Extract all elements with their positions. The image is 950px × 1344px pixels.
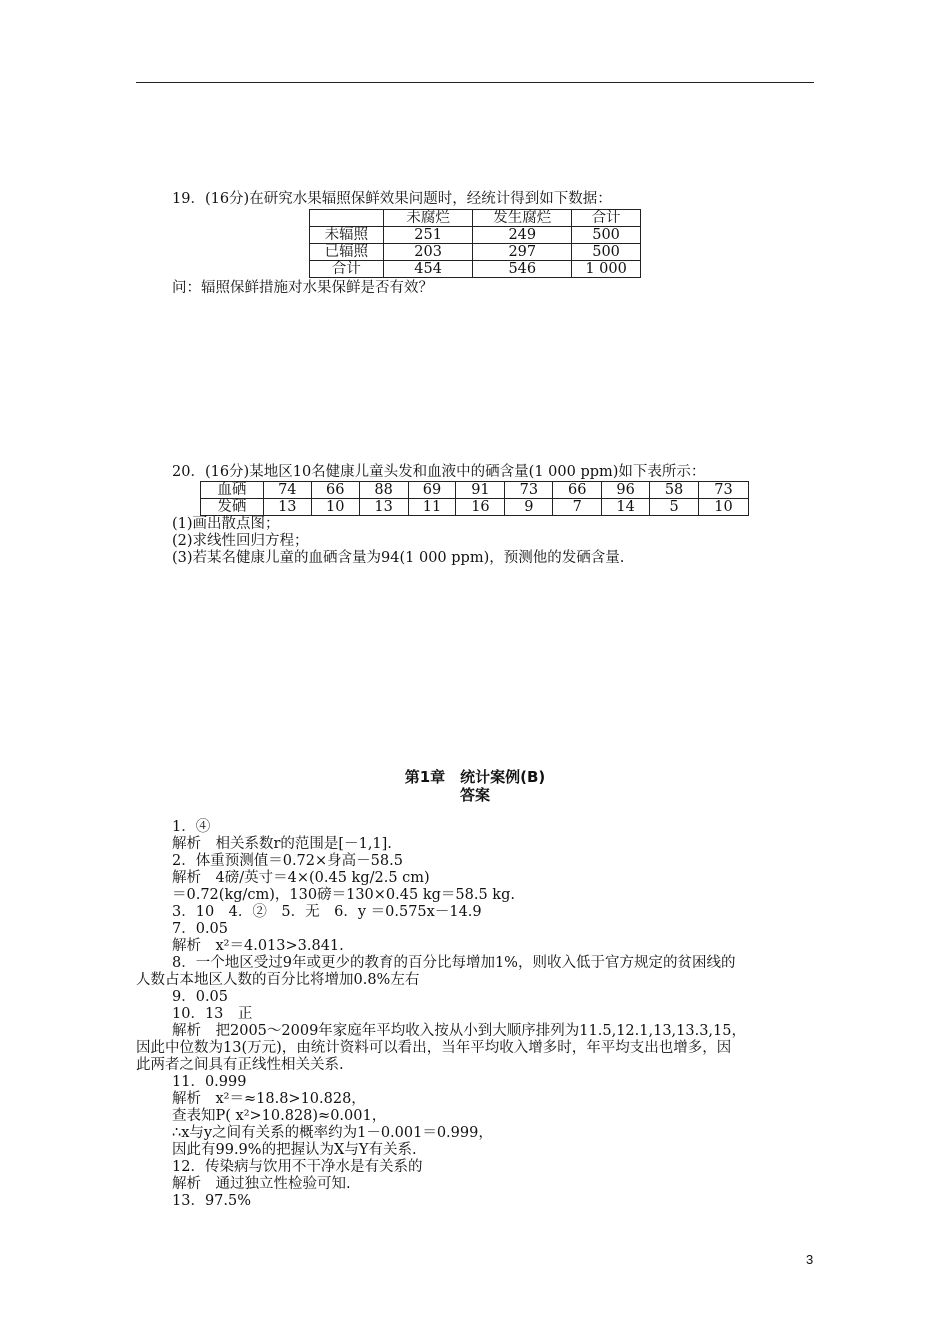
- table-cell: 合计: [310, 261, 384, 278]
- table-cell: 9: [505, 499, 553, 516]
- table-cell: 14: [602, 499, 650, 516]
- answer-line: 因此有99.9%的把握认为X与Y有关系.: [172, 1142, 417, 1158]
- table-row: [310, 261, 641, 278]
- answer-line: 解析 通过独立性检验可知.: [172, 1176, 351, 1192]
- table-cell: 88: [359, 482, 408, 499]
- table-cell: 251: [383, 227, 473, 244]
- table-header-cell: 发生腐烂: [473, 210, 572, 227]
- table-cell: 未辐照: [310, 227, 384, 244]
- table-cell: 5: [650, 499, 699, 516]
- table-cell: 297: [473, 244, 572, 261]
- table-cell: 58: [650, 482, 699, 499]
- chapter-title: 第1章 统计案例(B): [404, 768, 546, 786]
- table-row: [201, 482, 749, 499]
- table-cell: 10: [699, 499, 749, 516]
- answer-line: 因此中位数为13(万元)，由统计资料可以看出，当年平均收入增多时，年平均支出也增多，因: [136, 1040, 732, 1056]
- answers-subtitle: 答案: [459, 786, 490, 804]
- table-cell: 96: [602, 482, 650, 499]
- q20-part-1: (1)画出散点图；: [172, 516, 280, 532]
- table-cell: [310, 210, 384, 227]
- table-cell: 11: [408, 499, 456, 516]
- table-row: [310, 227, 641, 244]
- table-row-header: 血硒: [201, 482, 264, 499]
- table-cell: 13: [359, 499, 408, 516]
- table-cell: 69: [408, 482, 456, 499]
- table-cell: 249: [473, 227, 572, 244]
- table-cell: 203: [383, 244, 473, 261]
- table-cell: 74: [263, 482, 311, 499]
- table-row: [310, 210, 641, 227]
- answer-line: 解析 相关系数r的范围是[－1,1].: [172, 836, 392, 852]
- table-row: [201, 499, 749, 516]
- answer-line: ∴x与y之间有关系的概率约为1－0.001＝0.999，: [172, 1125, 493, 1141]
- q19-table: [309, 209, 641, 278]
- table-cell: 已辐照: [310, 244, 384, 261]
- page-number: 3: [806, 1252, 814, 1267]
- table-cell: 1 000: [572, 261, 641, 278]
- answer-line: 10．13 正: [172, 1006, 253, 1022]
- table-cell: 66: [553, 482, 602, 499]
- table-row: [310, 244, 641, 261]
- header-rule: [136, 82, 814, 83]
- answer-line: 解析 x²＝≈18.8>10.828，: [172, 1091, 366, 1107]
- answer-line: 3．10 4．② 5．无 6．y ＝0.575x－14.9: [172, 904, 482, 920]
- answer-line: 8．一个地区受过9年或更少的教育的百分比每增加1%，则收入低于官方规定的贫困线的: [172, 955, 736, 971]
- table-cell: 73: [699, 482, 749, 499]
- q20-part-3: (3)若某名健康儿童的血硒含量为94(1 000 ppm)，预测他的发硒含量.: [172, 550, 625, 566]
- table-cell: 73: [505, 482, 553, 499]
- table-cell: 13: [263, 499, 311, 516]
- q19-title: 19．(16分)在研究水果辐照保鲜效果问题时，经统计得到如下数据：: [172, 191, 612, 207]
- answer-line: 解析 x²＝4.013>3.841.: [172, 938, 344, 954]
- table-cell: 91: [456, 482, 505, 499]
- table-cell: 454: [383, 261, 473, 278]
- answer-line: 13．97.5%: [172, 1193, 252, 1209]
- table-cell: 66: [311, 482, 359, 499]
- answer-line: ＝0.72(kg/cm)，130磅＝130×0.45 kg＝58.5 kg.: [172, 887, 515, 903]
- answer-line: 此两者之间具有正线性相关关系.: [136, 1057, 344, 1073]
- q20-title: 20．(16分)某地区10名健康儿童头发和血液中的硒含量(1 000 ppm)如下表所示：: [172, 464, 706, 480]
- q20-part-2: (2)求线性回归方程；: [172, 533, 309, 549]
- answer-line: 1．④: [172, 819, 211, 835]
- answer-line: 11．0.999: [172, 1074, 247, 1090]
- table-cell: 10: [311, 499, 359, 516]
- table-header-cell: 合计: [572, 210, 641, 227]
- table-row-header: 发硒: [201, 499, 264, 516]
- answer-line: 解析 4磅/英寸＝4×(0.45 kg/2.5 cm): [172, 870, 430, 886]
- table-cell: 500: [572, 227, 641, 244]
- table-cell: 546: [473, 261, 572, 278]
- answer-line: 9．0.05: [172, 989, 229, 1005]
- q19-question: 问：辐照保鲜措施对水果保鲜是否有效？: [172, 280, 433, 296]
- q20-table: [200, 481, 749, 516]
- answer-line: 2．体重预测值＝0.72×身高－58.5: [172, 853, 403, 869]
- table-cell: 500: [572, 244, 641, 261]
- answer-line: 查表知P( x²>10.828)≈0.001，: [172, 1108, 387, 1124]
- answer-line: 人数占本地区人数的百分比将增加0.8%左右: [136, 972, 420, 988]
- table-header-cell: 未腐烂: [383, 210, 473, 227]
- answer-line: 7．0.05: [172, 921, 229, 937]
- table-cell: 16: [456, 499, 505, 516]
- answer-line: 解析 把2005～2009年家庭年平均收入按从小到大顺序排列为11.5,12.1,13,13.3,15，: [172, 1023, 746, 1039]
- answer-line: 12．传染病与饮用不干净水是有关系的: [172, 1159, 423, 1175]
- table-cell: 7: [553, 499, 602, 516]
